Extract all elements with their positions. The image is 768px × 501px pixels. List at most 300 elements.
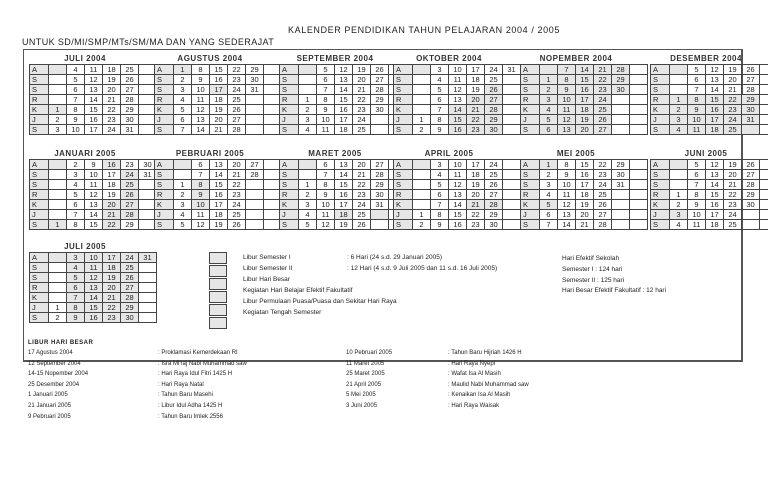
day-label: S — [521, 85, 540, 95]
week-row — [30, 125, 157, 135]
date-cell: 30 — [246, 75, 264, 85]
week-row — [155, 190, 282, 200]
date-cell: 27 — [594, 125, 612, 135]
day-label: S — [280, 220, 299, 230]
date-cell — [630, 200, 648, 210]
day-label: R — [155, 190, 174, 200]
date-cell: 23 — [467, 125, 485, 135]
date-cell: 6 — [540, 210, 558, 220]
date-cell — [760, 125, 768, 135]
date-cell — [612, 220, 630, 230]
date-cell: 14 — [706, 180, 724, 190]
date-cell: 2 — [174, 75, 192, 85]
date-cell — [742, 125, 760, 135]
date-cell — [49, 273, 67, 283]
week-row — [521, 170, 648, 180]
date-cell: 3 — [431, 160, 449, 170]
week-row — [521, 125, 648, 135]
date-cell — [760, 200, 768, 210]
week-row — [521, 220, 648, 230]
holiday-description: : Hari Raya Idul Fitri 1425 H — [158, 371, 233, 378]
week-row — [651, 180, 768, 190]
holiday-description: : Maulid Nabi Muhammad saw — [448, 381, 529, 388]
date-cell — [503, 210, 521, 220]
date-cell: 17 — [335, 115, 353, 125]
date-cell: 1 — [413, 115, 431, 125]
week-row — [394, 170, 521, 180]
date-cell — [413, 170, 431, 180]
date-cell: 27 — [121, 85, 139, 95]
date-cell: 9 — [558, 85, 576, 95]
date-cell — [630, 210, 648, 220]
date-cell: 22 — [353, 95, 371, 105]
week-row — [521, 65, 648, 75]
date-cell — [503, 200, 521, 210]
date-cell — [413, 75, 431, 85]
date-cell: 30 — [612, 170, 630, 180]
date-cell: 13 — [85, 200, 103, 210]
week-row — [280, 125, 407, 135]
legend-label: Libur Permulaan Puasa/Puasa dan Sekitar Hari Raya — [243, 298, 397, 305]
legend-value: : 6 Hari (24 s.d. 29 Januari 2005) — [347, 254, 443, 261]
date-cell: 18 — [467, 170, 485, 180]
week-row — [155, 65, 282, 75]
effective-days-title: Hari Efektif Sekolah — [562, 255, 620, 262]
date-cell: 9 — [688, 105, 706, 115]
date-cell: 1 — [413, 210, 431, 220]
date-cell: 10 — [449, 160, 467, 170]
date-cell: 11 — [558, 105, 576, 115]
date-cell: 10 — [192, 85, 210, 95]
day-label: A — [280, 65, 299, 75]
day-label: R — [394, 190, 413, 200]
date-cell: 27 — [371, 75, 389, 85]
date-cell: 16 — [85, 115, 103, 125]
date-cell: 16 — [706, 200, 724, 210]
date-cell: 21 — [353, 85, 371, 95]
holiday-date: 5 Mei 2005 — [346, 392, 376, 399]
date-cell: 4 — [540, 105, 558, 115]
date-cell — [503, 95, 521, 105]
week-row — [30, 200, 157, 210]
holiday-date: 11 Maret 2005 — [346, 360, 385, 367]
date-cell: 17 — [103, 170, 121, 180]
date-cell — [49, 283, 67, 293]
month-name: SEPTEMBER 2004 — [296, 54, 374, 63]
date-cell: 27 — [742, 170, 760, 180]
date-cell: 22 — [103, 105, 121, 115]
week-row — [30, 105, 157, 115]
week-row — [30, 283, 157, 293]
month-name: JULI 2004 — [64, 54, 106, 63]
week-row — [30, 220, 157, 230]
date-cell: 29 — [371, 95, 389, 105]
date-cell: 25 — [485, 170, 503, 180]
month-name: JUNI 2005 — [684, 149, 728, 158]
holiday-description: : Isra Mi'raj Nabi Muhammad saw — [158, 360, 247, 367]
date-cell — [742, 210, 760, 220]
date-cell: 25 — [724, 220, 742, 230]
date-cell: 24 — [485, 65, 503, 75]
date-cell — [49, 85, 67, 95]
day-label: S — [521, 180, 540, 190]
date-cell: 8 — [67, 303, 85, 313]
date-cell: 18 — [103, 180, 121, 190]
date-cell: 12 — [558, 115, 576, 125]
date-cell: 1 — [174, 180, 192, 190]
date-cell: 21 — [228, 170, 246, 180]
date-cell: 15 — [85, 303, 103, 313]
date-cell: 7 — [317, 85, 335, 95]
date-cell — [742, 220, 760, 230]
day-label: A — [651, 65, 670, 75]
day-label: J — [651, 210, 670, 220]
date-cell — [49, 200, 67, 210]
date-cell: 3 — [431, 65, 449, 75]
date-cell: 6 — [192, 160, 210, 170]
date-cell — [760, 190, 768, 200]
day-label: J — [30, 210, 49, 220]
week-row — [30, 210, 157, 220]
date-cell: 3 — [299, 115, 317, 125]
week-row — [521, 85, 648, 95]
week-row — [651, 125, 768, 135]
date-cell: 19 — [467, 180, 485, 190]
date-cell: 23 — [103, 115, 121, 125]
date-cell: 13 — [192, 115, 210, 125]
date-cell: 24 — [103, 125, 121, 135]
date-cell: 6 — [431, 95, 449, 105]
week-row — [651, 160, 768, 170]
date-cell: 4 — [67, 180, 85, 190]
week-row — [155, 95, 282, 105]
date-cell — [246, 220, 264, 230]
date-cell — [612, 115, 630, 125]
day-label: K — [155, 200, 174, 210]
date-cell: 20 — [353, 160, 371, 170]
date-cell — [760, 85, 768, 95]
date-cell — [630, 220, 648, 230]
month-table — [29, 64, 157, 135]
date-cell — [760, 160, 768, 170]
date-cell: 27 — [121, 283, 139, 293]
date-cell: 2 — [67, 160, 85, 170]
week-row — [394, 125, 521, 135]
holiday-description: : Tahun Baru Imlek 2556 — [158, 413, 223, 420]
date-cell: 4 — [67, 263, 85, 273]
day-label: S — [280, 180, 299, 190]
date-cell: 13 — [558, 125, 576, 135]
date-cell: 22 — [724, 95, 742, 105]
date-cell: 21 — [724, 85, 742, 95]
week-row — [280, 190, 407, 200]
date-cell: 8 — [67, 105, 85, 115]
date-cell: 15 — [449, 115, 467, 125]
day-label: S — [521, 170, 540, 180]
date-cell: 24 — [353, 200, 371, 210]
date-cell: 3 — [670, 210, 688, 220]
week-row — [394, 220, 521, 230]
date-cell — [760, 95, 768, 105]
date-cell: 17 — [210, 85, 228, 95]
date-cell: 21 — [353, 170, 371, 180]
month-name: MEI 2005 — [556, 149, 596, 158]
effective-days-line: Semester I : 124 hari — [562, 266, 623, 273]
date-cell — [49, 75, 67, 85]
date-cell — [760, 180, 768, 190]
date-cell — [139, 283, 157, 293]
date-cell: 7 — [317, 170, 335, 180]
date-cell: 14 — [576, 65, 594, 75]
date-cell: 16 — [335, 190, 353, 200]
date-cell — [760, 105, 768, 115]
date-cell: 24 — [594, 180, 612, 190]
date-cell — [630, 75, 648, 85]
date-cell — [413, 105, 431, 115]
week-row — [30, 115, 157, 125]
holiday-date: 12 September 2004 — [28, 360, 81, 367]
day-label: A — [521, 160, 540, 170]
day-label: S — [651, 75, 670, 85]
date-cell — [413, 190, 431, 200]
date-cell: 30 — [485, 125, 503, 135]
date-cell — [670, 160, 688, 170]
day-label: J — [30, 303, 49, 313]
date-cell: 2 — [540, 85, 558, 95]
week-row — [30, 75, 157, 85]
date-cell: 9 — [317, 190, 335, 200]
date-cell: 19 — [210, 220, 228, 230]
date-cell: 26 — [742, 160, 760, 170]
date-cell: 12 — [192, 220, 210, 230]
week-row — [651, 220, 768, 230]
week-row — [155, 180, 282, 190]
date-cell: 26 — [371, 65, 389, 75]
date-cell: 14 — [558, 220, 576, 230]
date-cell: 1 — [49, 303, 67, 313]
date-cell — [139, 263, 157, 273]
date-cell: 13 — [558, 210, 576, 220]
holiday-description: : Wafat Isa Al Masih — [448, 371, 501, 378]
day-label: S — [394, 180, 413, 190]
day-label: S — [394, 220, 413, 230]
date-cell: 2 — [174, 190, 192, 200]
date-cell: 8 — [192, 65, 210, 75]
date-cell: 10 — [558, 180, 576, 190]
date-cell: 5 — [431, 85, 449, 95]
date-cell: 17 — [467, 65, 485, 75]
week-row — [651, 65, 768, 75]
date-cell: 21 — [103, 95, 121, 105]
day-label: S — [280, 75, 299, 85]
date-cell: 4 — [431, 75, 449, 85]
date-cell: 15 — [706, 95, 724, 105]
week-row — [651, 75, 768, 85]
date-cell: 11 — [317, 210, 335, 220]
date-cell: 25 — [228, 210, 246, 220]
date-cell — [299, 65, 317, 75]
date-cell: 11 — [558, 190, 576, 200]
date-cell — [503, 125, 521, 135]
date-cell: 15 — [210, 65, 228, 75]
week-row — [521, 115, 648, 125]
date-cell — [139, 293, 157, 303]
date-cell: 9 — [688, 200, 706, 210]
holiday-description: : Hari Raya Nyepi — [448, 360, 496, 367]
week-row — [30, 263, 157, 273]
week-row — [30, 65, 157, 75]
date-cell: 17 — [576, 95, 594, 105]
date-cell: 11 — [192, 95, 210, 105]
date-cell: 16 — [85, 313, 103, 323]
week-row — [651, 200, 768, 210]
week-row — [521, 180, 648, 190]
date-cell: 4 — [174, 95, 192, 105]
date-cell: 8 — [558, 75, 576, 85]
date-cell: 13 — [449, 95, 467, 105]
date-cell: 5 — [317, 65, 335, 75]
month-table — [154, 159, 282, 230]
date-cell: 8 — [317, 180, 335, 190]
date-cell: 6 — [67, 200, 85, 210]
date-cell — [139, 303, 157, 313]
date-cell: 27 — [485, 95, 503, 105]
date-cell — [49, 95, 67, 105]
date-cell: 16 — [210, 190, 228, 200]
date-cell: 29 — [612, 75, 630, 85]
date-cell: 11 — [85, 65, 103, 75]
week-row — [155, 170, 282, 180]
date-cell: 20 — [103, 283, 121, 293]
legend-swatch — [209, 278, 227, 290]
date-cell: 27 — [742, 75, 760, 85]
week-row — [30, 313, 157, 323]
holiday-date: 25 Maret 2005 — [346, 371, 385, 378]
week-row — [521, 210, 648, 220]
day-label: K — [280, 105, 299, 115]
date-cell — [49, 160, 67, 170]
date-cell: 16 — [449, 125, 467, 135]
date-cell: 16 — [449, 220, 467, 230]
date-cell — [630, 65, 648, 75]
date-cell: 20 — [576, 210, 594, 220]
month-table — [29, 159, 157, 230]
date-cell: 6 — [67, 85, 85, 95]
date-cell: 14 — [210, 170, 228, 180]
date-cell: 13 — [85, 85, 103, 95]
date-cell — [299, 160, 317, 170]
date-cell: 23 — [121, 160, 139, 170]
date-cell: 8 — [192, 180, 210, 190]
date-cell: 18 — [210, 95, 228, 105]
date-cell — [670, 180, 688, 190]
day-label: S — [651, 180, 670, 190]
date-cell: 29 — [612, 160, 630, 170]
week-row — [394, 160, 521, 170]
date-cell: 27 — [121, 200, 139, 210]
date-cell: 8 — [688, 190, 706, 200]
date-cell — [503, 75, 521, 85]
day-label: J — [394, 210, 413, 220]
date-cell: 18 — [335, 125, 353, 135]
date-cell — [371, 125, 389, 135]
day-label: R — [280, 190, 299, 200]
date-cell: 29 — [742, 190, 760, 200]
date-cell: 24 — [353, 115, 371, 125]
day-label: K — [155, 105, 174, 115]
month-calendar — [393, 54, 516, 135]
date-cell: 27 — [371, 160, 389, 170]
date-cell: 1 — [49, 105, 67, 115]
legend-label: Libur Semester II — [243, 265, 293, 272]
day-label: K — [394, 200, 413, 210]
week-row — [394, 210, 521, 220]
date-cell: 11 — [192, 210, 210, 220]
date-cell: 19 — [103, 75, 121, 85]
week-row — [280, 220, 407, 230]
date-cell: 7 — [67, 95, 85, 105]
day-label: S — [521, 125, 540, 135]
holiday-description: : Tahun Baru Masehi — [158, 392, 213, 399]
date-cell: 6 — [431, 190, 449, 200]
date-cell — [246, 95, 264, 105]
date-cell: 28 — [371, 170, 389, 180]
date-cell: 8 — [688, 95, 706, 105]
date-cell: 5 — [540, 115, 558, 125]
date-cell: 27 — [485, 190, 503, 200]
day-label: S — [651, 170, 670, 180]
day-label: A — [280, 160, 299, 170]
date-cell — [49, 253, 67, 263]
week-row — [651, 115, 768, 125]
legend-label: Libur Hari Besar — [243, 276, 290, 283]
date-cell: 4 — [299, 210, 317, 220]
week-row — [280, 95, 407, 105]
date-cell: 9 — [558, 170, 576, 180]
month-name: OKTOBER 2004 — [416, 54, 482, 63]
page-subtitle: UNTUK SD/MI/SMP/MTs/SM/MA DAN YANG SEDERAJAT — [22, 37, 275, 47]
date-cell: 4 — [67, 65, 85, 75]
month-table — [393, 159, 521, 230]
date-cell — [760, 65, 768, 75]
week-row — [280, 85, 407, 95]
date-cell: 20 — [724, 170, 742, 180]
date-cell: 25 — [594, 105, 612, 115]
day-label: S — [30, 180, 49, 190]
date-cell: 17 — [706, 115, 724, 125]
date-cell — [49, 210, 67, 220]
date-cell: 10 — [192, 200, 210, 210]
date-cell — [139, 273, 157, 283]
day-label: S — [394, 85, 413, 95]
week-row — [651, 85, 768, 95]
date-cell: 20 — [210, 115, 228, 125]
date-cell: 13 — [335, 160, 353, 170]
date-cell: 24 — [228, 200, 246, 210]
date-cell: 4 — [670, 125, 688, 135]
day-label: K — [651, 105, 670, 115]
date-cell — [503, 220, 521, 230]
legend-swatches — [209, 252, 227, 330]
date-cell: 23 — [228, 75, 246, 85]
week-row — [394, 105, 521, 115]
day-label: S — [30, 170, 49, 180]
date-cell: 22 — [103, 220, 121, 230]
date-cell: 6 — [540, 125, 558, 135]
day-label: S — [155, 75, 174, 85]
month-table — [650, 64, 768, 135]
date-cell: 19 — [353, 65, 371, 75]
